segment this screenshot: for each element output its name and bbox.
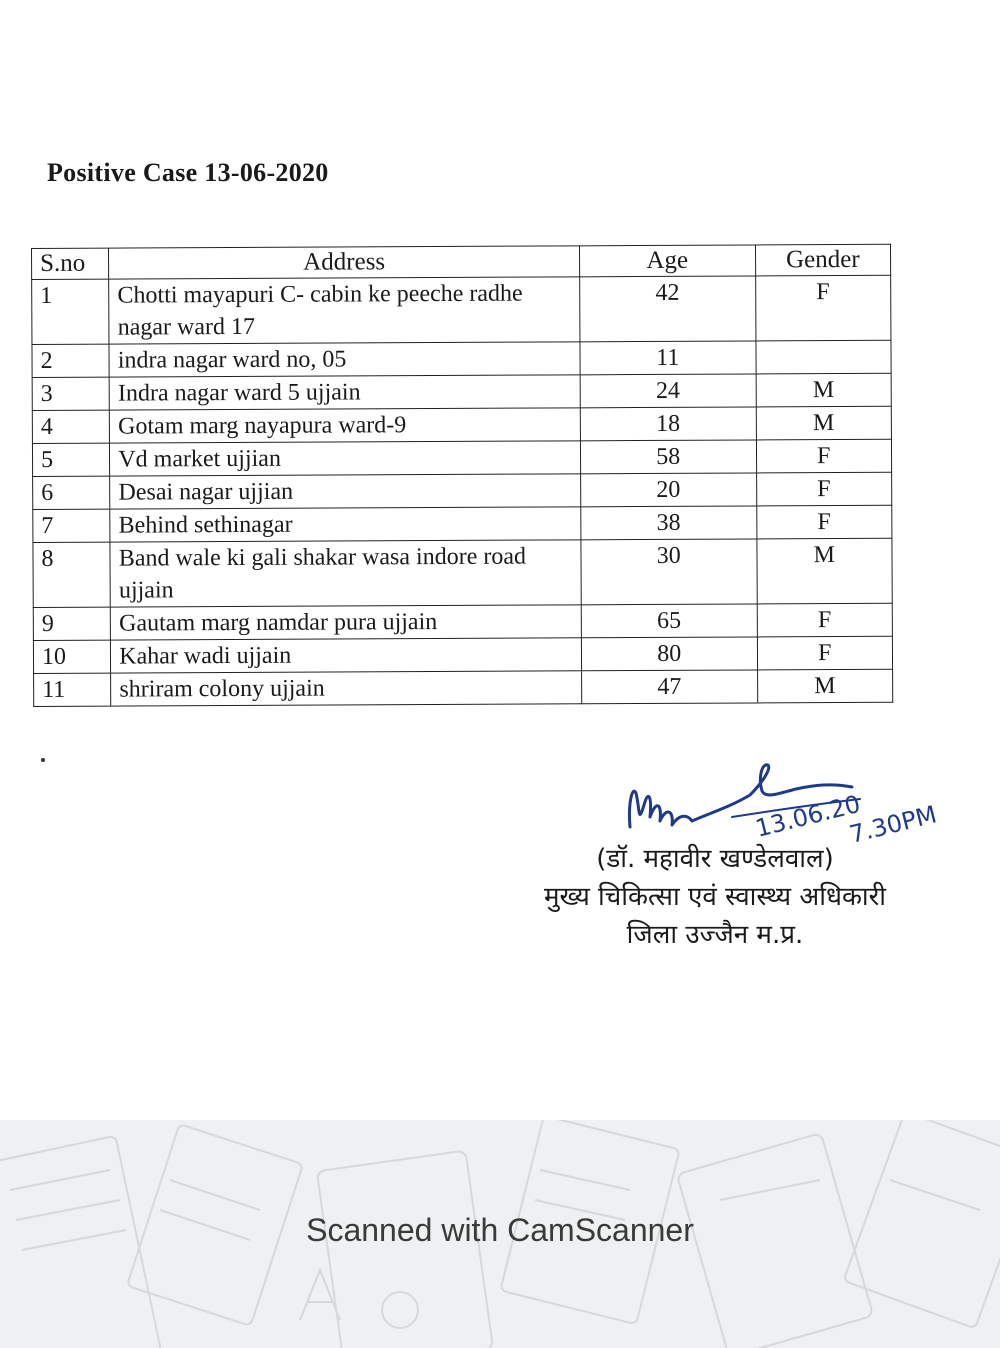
cell-age: 30 [581, 539, 757, 605]
cell-address: Band wale ki gali shakar wasa indore road ujjain [110, 540, 581, 607]
table-header-row [32, 244, 891, 279]
signatory-designation: मुख्य चिकित्सा एवं स्वास्थ्य अधिकारी [543, 882, 887, 912]
cell-sno: 1 [32, 279, 110, 344]
table-row [33, 636, 892, 673]
cell-sno: 2 [32, 344, 109, 377]
cell-address: Gotam marg nayapura ward-9 [110, 408, 581, 443]
cell-age: 18 [580, 407, 756, 441]
signatory-location: जिला उज्जैन म.प्र. [626, 920, 804, 950]
cell-age: 42 [580, 276, 756, 342]
cell-sno: 11 [34, 673, 111, 706]
signature-time: 7.30PM [846, 800, 940, 849]
table-row [33, 603, 892, 640]
cell-address: Behind sethinagar [110, 507, 581, 542]
cell-sno: 7 [33, 509, 110, 542]
header-sno: S.no [32, 248, 109, 279]
table-row [34, 669, 893, 706]
cell-gender: M [756, 406, 892, 440]
table-row [32, 406, 891, 443]
cell-sno: 4 [32, 410, 109, 443]
cell-gender: F [757, 636, 893, 670]
cell-gender: F [756, 505, 892, 539]
table-row [33, 538, 892, 607]
cell-gender: F [755, 275, 891, 341]
cell-gender: F [756, 439, 892, 473]
signatory-block [500, 840, 930, 954]
cell-address: Indra nagar ward 5 ujjain [109, 375, 580, 410]
cell-address: Chotti mayapuri C- cabin ke peeche radhe nagar ward 17 [109, 277, 580, 344]
header-gender: Gender [755, 244, 891, 276]
cell-address: Gautam marg namdar pura ujjain [111, 605, 582, 640]
cell-sno: 8 [33, 542, 111, 607]
cell-age: 11 [580, 341, 756, 375]
signature-date: 13.06.20 [752, 789, 864, 843]
cell-gender: M [757, 669, 893, 703]
table-row [33, 505, 892, 542]
cell-age: 38 [581, 506, 757, 540]
cell-address: shriram colony ujjain [111, 671, 582, 706]
cell-age: 20 [581, 473, 757, 507]
camscanner-watermark: Scanned with CamScanner [306, 1212, 694, 1248]
cell-age: 24 [580, 374, 756, 408]
header-age: Age [579, 245, 755, 277]
cell-address: Kahar wadi ujjain [111, 638, 582, 673]
camscanner-footer [0, 1120, 1000, 1348]
cell-gender: M [756, 538, 892, 604]
table-row [32, 275, 891, 344]
document-title: Positive Case 13-06-2020 [47, 158, 329, 187]
cell-sno: 9 [33, 607, 110, 640]
cell-age: 65 [581, 604, 757, 638]
cell-address: Vd market ujjian [110, 441, 581, 476]
cell-sno: 3 [32, 377, 109, 410]
cell-gender [755, 340, 891, 374]
cell-age: 47 [581, 670, 757, 704]
positive-case-table [31, 244, 893, 707]
cell-address: Desai nagar ujjian [110, 474, 581, 509]
cell-sno: 10 [33, 640, 110, 673]
cell-sno: 6 [33, 476, 110, 509]
stray-dot [41, 758, 45, 762]
signatory-name: (डॉ. महावीर खण्डेलवाल) [596, 844, 834, 874]
cell-sno: 5 [32, 443, 109, 476]
table-row [32, 373, 891, 410]
header-address: Address [109, 246, 580, 279]
cell-age: 80 [581, 637, 757, 671]
cell-gender: F [756, 472, 892, 506]
table-row [32, 439, 891, 476]
cell-age: 58 [580, 440, 756, 474]
cell-gender: M [756, 373, 892, 407]
table-row [32, 340, 891, 377]
cell-address: indra nagar ward no, 05 [109, 342, 580, 377]
cell-gender: F [757, 603, 893, 637]
table-row [33, 472, 892, 509]
